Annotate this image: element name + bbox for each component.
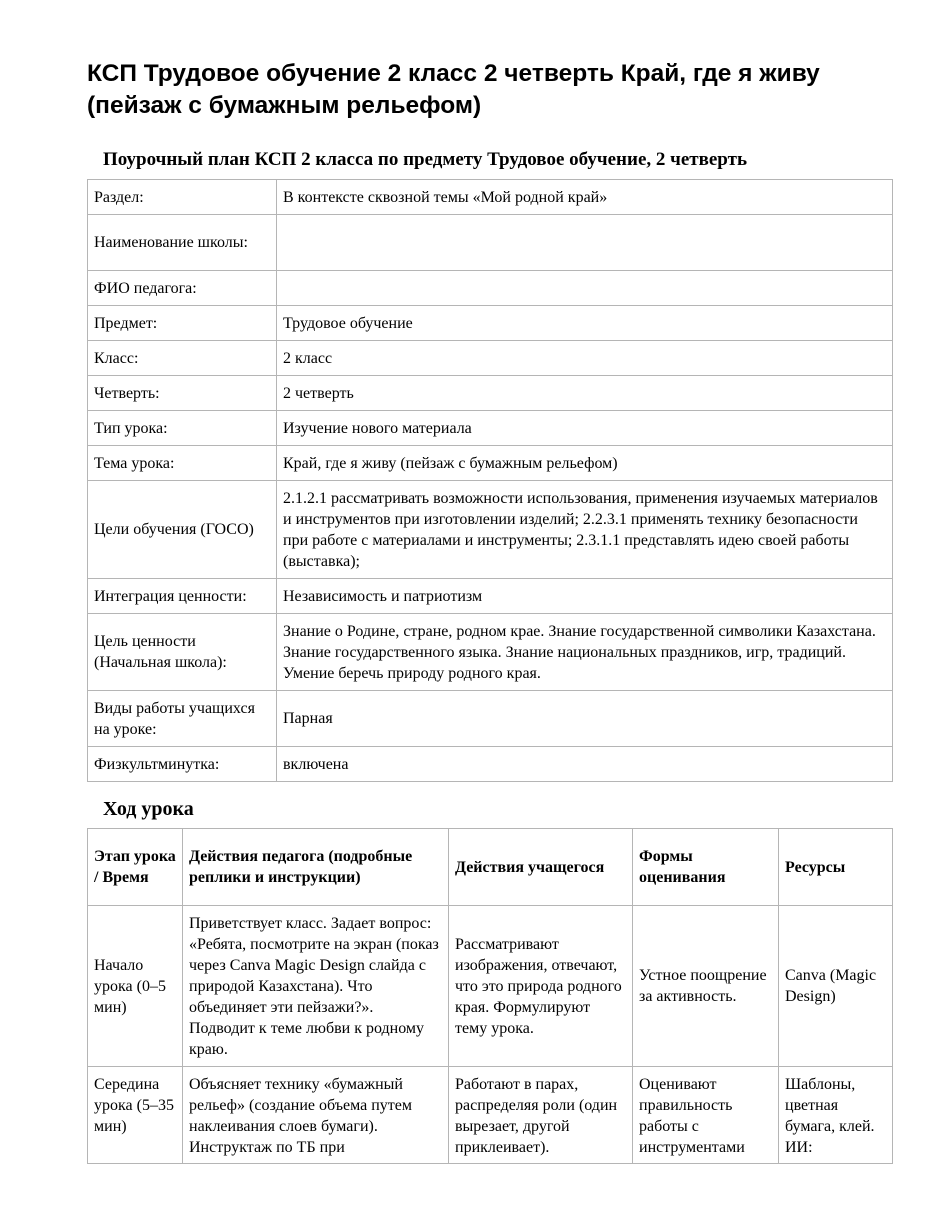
info-row xyxy=(88,271,893,306)
student-actions-cell: Рассматривают изображения, отвечают, что это природа родного края. Формулируют тему урока. xyxy=(449,906,633,1067)
info-row xyxy=(88,579,893,614)
info-value: включена xyxy=(277,747,893,782)
info-label: Тема урока: xyxy=(88,446,277,481)
assessment-cell: Устное поощрение за активность. xyxy=(633,906,779,1067)
lesson-row xyxy=(88,906,893,1067)
info-row xyxy=(88,411,893,446)
info-value: В контексте сквозной темы «Мой родной край» xyxy=(277,180,893,215)
info-label: Тип урока: xyxy=(88,411,277,446)
info-label: Цель ценности (Начальная школа): xyxy=(88,614,277,691)
info-row xyxy=(88,180,893,215)
info-row xyxy=(88,614,893,691)
info-label: ФИО педагога: xyxy=(88,271,277,306)
column-header: Формы оценивания xyxy=(633,829,779,906)
info-row xyxy=(88,215,893,271)
info-label: Четверть: xyxy=(88,376,277,411)
info-value: Независимость и патриотизм xyxy=(277,579,893,614)
info-row xyxy=(88,446,893,481)
lesson-header-row xyxy=(88,829,893,906)
resources-cell xyxy=(779,1067,893,1164)
plan-subtitle: Поурочный план КСП 2 класса по предмету Трудовое обучение, 2 четверть xyxy=(103,149,747,170)
info-label: Цели обучения (ГОСО) xyxy=(88,481,277,579)
column-header: Действия педагога (подробные реплики и инструкции) xyxy=(183,829,449,906)
lesson-heading: Ход урока xyxy=(103,798,194,820)
info-value xyxy=(277,271,893,306)
document-title: КСП Трудовое обучение 2 класс 2 четверть Край, где я живу (пейзаж с бумажным рельефом) xyxy=(87,60,820,119)
teacher-actions-cell xyxy=(183,1067,449,1164)
info-label: Класс: xyxy=(88,341,277,376)
info-label: Раздел: xyxy=(88,180,277,215)
info-row xyxy=(88,691,893,747)
stage-cell: Начало урока (0–5 мин) xyxy=(88,906,183,1067)
info-value xyxy=(277,215,893,271)
assessment-text: Оценивают правильность работы с инструментами xyxy=(639,1076,745,1156)
info-value: 2.1.2.1 рассматривать возможности использования, применения изучаемых материалов и инструментов при изготовлении изделий; 2.2.3.1 применять технику безопасности при работе с материалами и инструменты; 2.3.1.1 представлять идею своей работы (выставка); xyxy=(277,481,893,579)
info-value: Знание о Родине, стране, родном крае. Знание государственной символики Казахстана. Знание государственного языка. Знание национальных праздников, игр, традиций. Умение беречь природу родного края. xyxy=(277,614,893,691)
column-header: Этап урока / Время xyxy=(88,829,183,906)
teacher-actions-cell: Приветствует класс. Задает вопрос: «Ребята, посмотрите на экран (показ через Canva Magic Design слайда с природой Казахстана). Что объединяет эти пейзажи?». Подводит к теме любви к родному краю. xyxy=(183,906,449,1067)
info-value: Парная xyxy=(277,691,893,747)
resources-text: Шаблоны, цветная бумага, клей. ИИ: xyxy=(785,1076,875,1156)
info-value: Край, где я живу (пейзаж с бумажным рельефом) xyxy=(277,446,893,481)
info-label: Физкультминутка: xyxy=(88,747,277,782)
info-value: 2 четверть xyxy=(277,376,893,411)
student-actions-text: Работают в парах, распределяя роли (один вырезает, другой приклеивает). xyxy=(455,1076,618,1156)
info-table xyxy=(87,179,893,782)
lesson-row xyxy=(88,1067,893,1164)
info-label: Наименование школы: xyxy=(88,215,277,271)
teacher-actions-text: Объясняет технику «бумажный рельеф» (создание объема путем наклеивания слоев бумаги). Инструктаж по ТБ при xyxy=(189,1076,412,1156)
column-header: Действия учащегося xyxy=(449,829,633,906)
assessment-cell xyxy=(633,1067,779,1164)
student-actions-cell xyxy=(449,1067,633,1164)
info-row xyxy=(88,376,893,411)
info-row xyxy=(88,341,893,376)
lesson-table xyxy=(87,828,893,1164)
info-label: Виды работы учащихся на уроке: xyxy=(88,691,277,747)
column-header: Ресурсы xyxy=(779,829,893,906)
info-value: Трудовое обучение xyxy=(277,306,893,341)
info-value: 2 класс xyxy=(277,341,893,376)
info-row xyxy=(88,747,893,782)
resources-cell: Canva (Magic Design) xyxy=(779,906,893,1067)
info-label: Интеграция ценности: xyxy=(88,579,277,614)
stage-cell xyxy=(88,1067,183,1164)
info-value: Изучение нового материала xyxy=(277,411,893,446)
info-row xyxy=(88,306,893,341)
info-label: Предмет: xyxy=(88,306,277,341)
info-row xyxy=(88,481,893,579)
stage-text: Середина урока (5–35 мин) xyxy=(94,1076,174,1135)
